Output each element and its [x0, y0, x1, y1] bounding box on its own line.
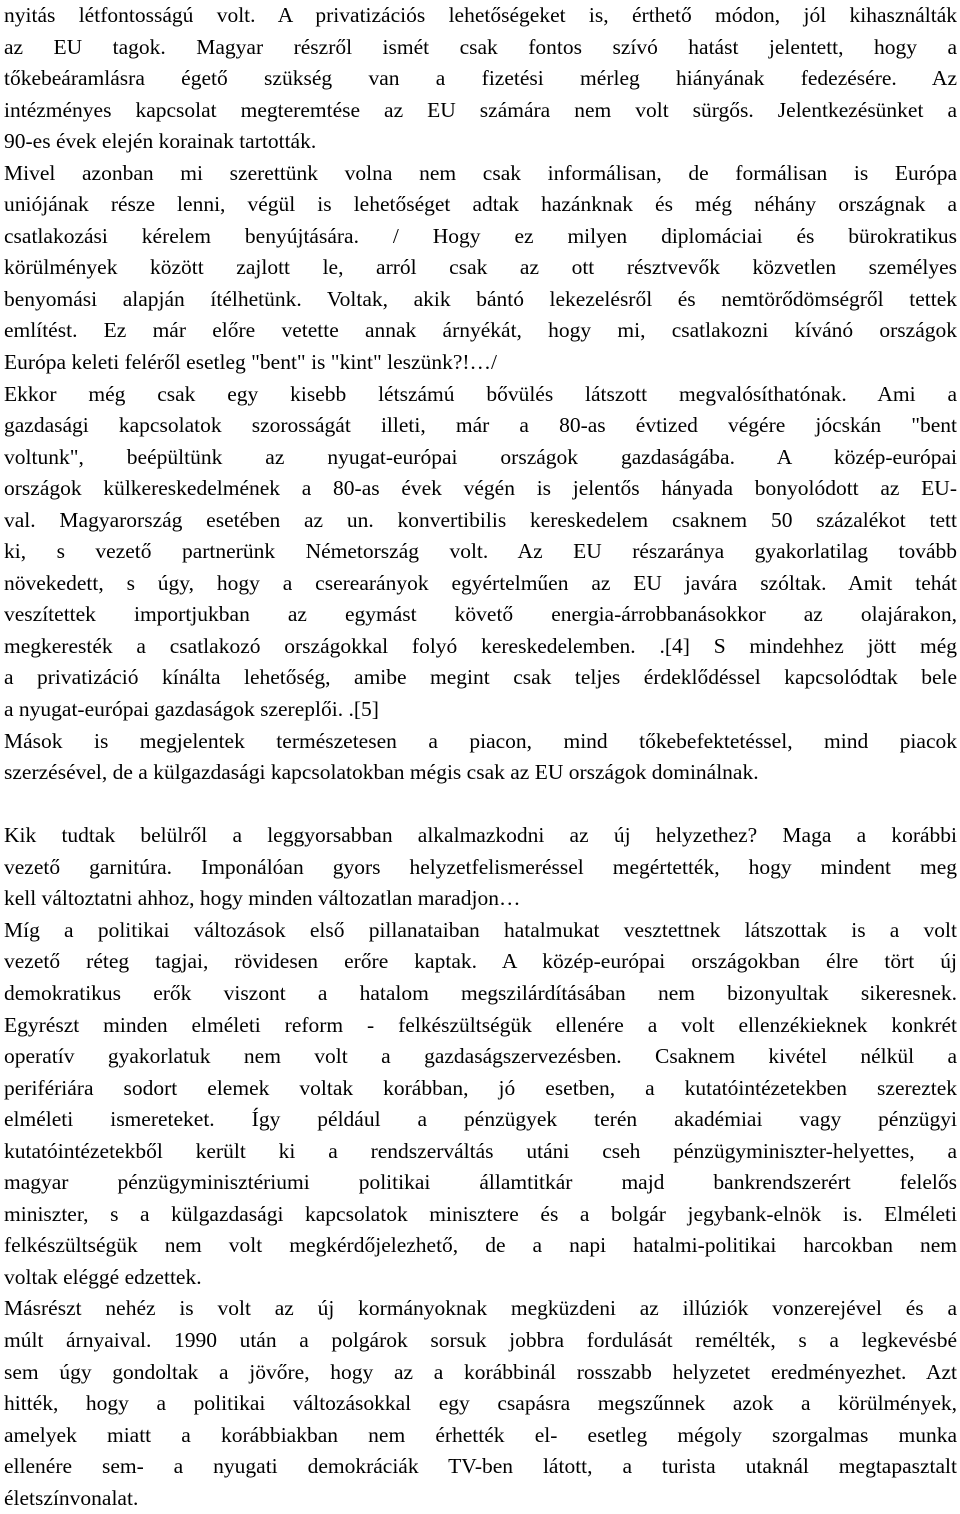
text-line: gazdasági kapcsolatok szorosságát illeti, már a 80-as évtized végére jócskán "bent — [4, 413, 957, 438]
text-line: voltunk", beépültünk az nyugat-európai országok gazdaságába. A közép-európai — [4, 444, 957, 469]
blank-line — [4, 789, 957, 821]
document-page — [4, 0, 957, 1514]
text-line: uniójának része lenni, végül is lehetőséget adtak hazánknak és még néhány országnak a — [4, 192, 957, 217]
text-line: említést. Ez már előre vetette annak árnyékát, hogy mi, csatlakozni kívánó országok — [4, 318, 957, 343]
text-line: Másrészt nehéz is volt az új kormányoknak megküzdeni az illúziók vonzerejével és a — [4, 1296, 957, 1321]
text-line: szerzésével, de a külgazdasági kapcsolatokban mégis csak az EU országok dominálnak. — [4, 760, 759, 785]
text-line: a nyugat-európai gazdaságok szereplői. .[5] — [4, 697, 379, 722]
text-line: sem úgy gondoltak a jövőre, hogy az a korábbinál rosszabb helyzetet eredményezhet. Azt — [4, 1359, 957, 1384]
text-line: Míg a politikai változások első pillanataiban hatalmukat vesztettnek látszottak is a volt — [4, 917, 957, 942]
text-line: val. Magyarország esetében az un. konvertibilis kereskedelem csaknem 50 százalékot tett — [4, 507, 957, 532]
text-block-2 — [4, 820, 957, 1514]
text-line: kell változtatni ahhoz, hogy minden változatlan maradjon… — [4, 886, 521, 911]
text-line: felkészültségük nem volt megkérdőjelezhető, de a napi hatalmi-politikai harcokban nem — [4, 1233, 957, 1258]
text-line: Ekkor még csak egy kisebb létszámú bővülés látszott megvalósíthatónak. Ami a — [4, 381, 957, 406]
text-block-1 — [4, 0, 957, 789]
text-line: megkeresték a csatlakozó országokkal folyó kereskedelemben. .[4] S mindehhez jött még — [4, 633, 957, 658]
text-line: körülmények között zajlott le, arról csak az ott résztvevők közvetlen személyes — [4, 255, 957, 280]
text-line: Egyrészt minden elméleti reform - felkészültségük ellenére a volt ellenzékieknek konkrét — [4, 1012, 957, 1037]
text-line: veszítettek importjukban az egymást követő energia-árrobbanásokkor az olajárakon, — [4, 602, 957, 627]
text-line: múlt árnyaival. 1990 után a polgárok sorsuk jobbra fordulását remélték, s a legkevésbé — [4, 1327, 957, 1352]
text-line: miniszter, s a külgazdasági kapcsolatok minisztere és a bolgár jegybank-elnök is. Elméleti — [4, 1201, 957, 1226]
text-line: magyar pénzügyminisztériumi politikai államtitkár majd bankrendszerért felelős — [4, 1170, 957, 1195]
text-line: országok külkereskedelmének a 80-as évek végén is jelentős hányada bonyolódott az EU- — [4, 476, 957, 501]
text-line: benyomási alapján ítélhetünk. Voltak, akik bántó lekezelésről és nemtörődömségről tettek — [4, 286, 957, 311]
text-line: Kik tudtak belülről a leggyorsabban alkalmazkodni az új helyzethez? Maga a korábbi — [4, 823, 957, 848]
text-line: vezető garnitúra. Imponálóan gyors helyzetfelismeréssel megértették, hogy mindent meg — [4, 854, 957, 879]
text-line: Európa keleti feléről esetleg "bent" is "kint" leszünk?!…/ — [4, 350, 498, 375]
text-line: ellenére sem- a nyugati demokráciák TV-ben látott, a turista utaknál megtapasztalt — [4, 1454, 957, 1479]
text-line: a privatizáció kínálta lehetőség, amibe megint csak teljes érdeklődéssel kapcsolódtak bele — [4, 665, 957, 690]
text-line: hitték, hogy a politikai változásokkal egy csapásra megszűnnek azok a körülmények, — [4, 1391, 957, 1416]
text-line: növekedett, s úgy, hogy a cserearányok egyértelműen az EU javára szóltak. Amit tehát — [4, 570, 957, 595]
text-line: nyitás létfontosságú volt. A privatizációs lehetőségeket is, érthető módon, jól kihasználták — [4, 3, 957, 27]
text-line: demokratikus erők viszont a hatalom megszilárdításában nem bizonyultak sikeresnek. — [4, 980, 957, 1005]
text-line: Mások is megjelentek természetesen a piacon, mind tőkebefektetéssel, mind piacok — [4, 728, 957, 753]
text-line: ki, s vezető partnerünk Németország volt. Az EU részaránya gyakorlatilag tovább — [4, 539, 957, 564]
text-line: életszínvonalat. — [4, 1485, 139, 1510]
text-line: operatív gyakorlatuk nem volt a gazdaságszervezésben. Csaknem kivétel nélkül a — [4, 1044, 957, 1069]
text-line: az EU tagok. Magyar részről ismét csak fontos szívó hatást jelentett, hogy a — [4, 34, 957, 59]
text-line: elméleti ismereteket. Így például a pénzügyek terén akadémiai vagy pénzügyi — [4, 1107, 957, 1132]
text-line: csatlakozási kérelem benyújtására. / Hogy ez milyen diplomáciai és bürokratikus — [4, 223, 957, 248]
text-line: amelyek miatt a korábbiakban nem érhették el- esetleg mégoly szorgalmas munka — [4, 1422, 957, 1447]
text-line: perifériára sodort elemek voltak korábban, jó esetben, a kutatóintézetekben szereztek — [4, 1075, 957, 1100]
text-line: tőkebeáramlásra égető szükség van a fizetési mérleg hiányának fedezésére. Az — [4, 66, 957, 91]
text-line: vezető réteg tagjai, rövidesen erőre kaptak. A közép-európai országokban élre tört új — [4, 949, 957, 974]
text-line: kutatóintézetekből került ki a rendszerváltás utáni cseh pénzügyminiszter-helyettes, a — [4, 1138, 957, 1163]
text-line: intézményes kapcsolat megteremtése az EU számára nem volt sürgős. Jelentkezésünket a — [4, 97, 957, 122]
text-line: Mivel azonban mi szerettünk volna nem csak informálisan, de formálisan is Európa — [4, 160, 957, 185]
text-line: voltak eléggé edzettek. — [4, 1264, 202, 1289]
text-line: 90-es évek elején korainak tartották. — [4, 129, 317, 154]
